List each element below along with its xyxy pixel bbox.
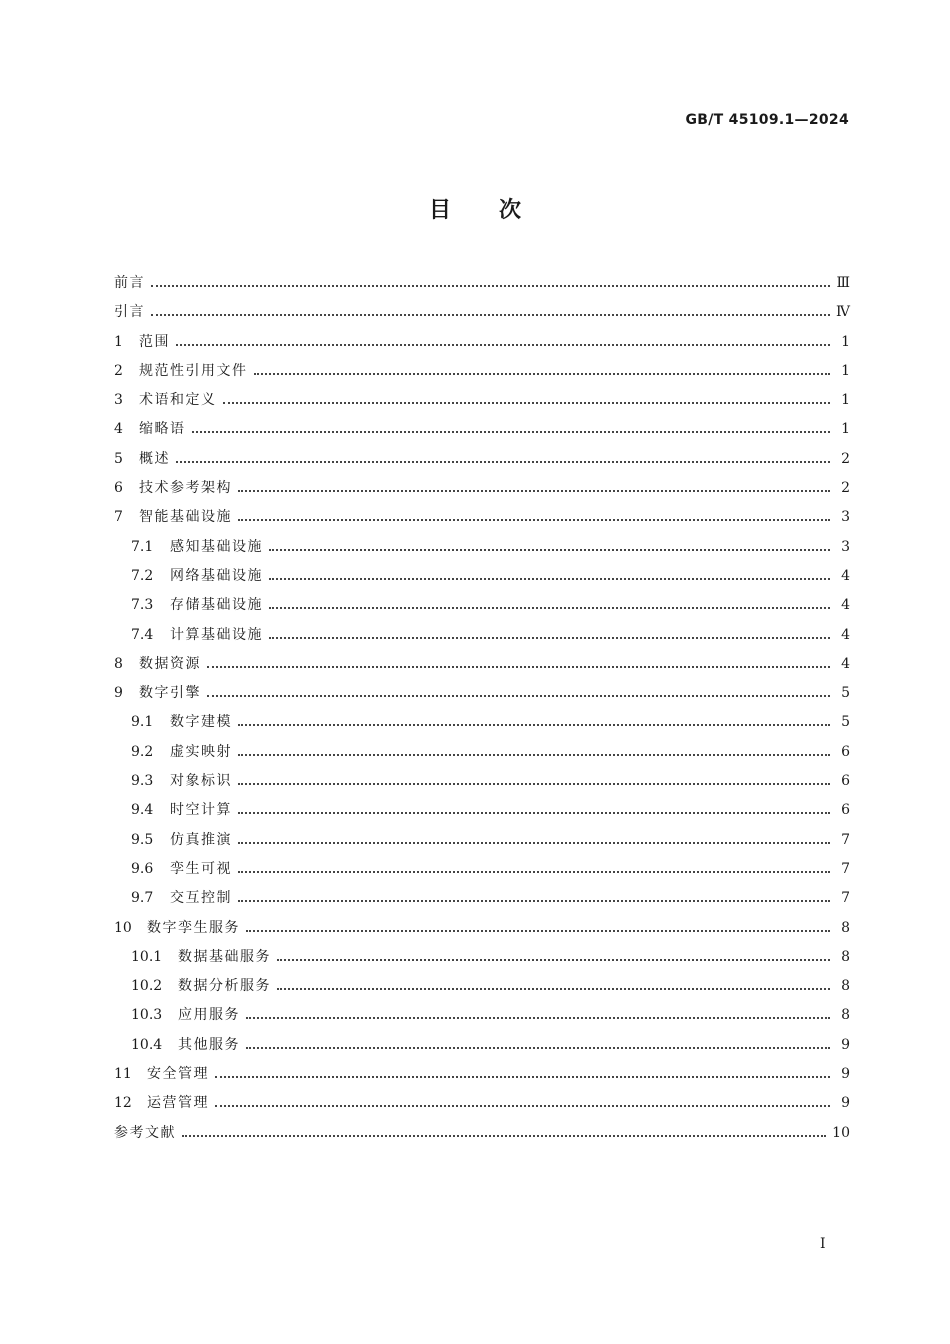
toc-entry-page: Ⅲ bbox=[836, 275, 850, 291]
toc-dot-leader bbox=[238, 855, 830, 884]
toc-entry[interactable] bbox=[114, 943, 850, 972]
toc-entry-label: 技术参考架构 bbox=[139, 480, 232, 497]
toc-entry[interactable] bbox=[114, 357, 850, 386]
toc-entry[interactable] bbox=[114, 826, 850, 855]
toc-entry-number: 9.1 bbox=[131, 714, 154, 731]
toc-entry-label: 仿真推演 bbox=[170, 831, 232, 848]
toc-dot-leader bbox=[238, 738, 830, 767]
toc-entry-label: 时空计算 bbox=[170, 802, 232, 819]
toc-entry-label: 数据资源 bbox=[139, 655, 201, 672]
toc-entry-page: 2 bbox=[841, 450, 850, 467]
toc-entry-number: 9.4 bbox=[131, 802, 154, 819]
toc-entry-page: 2 bbox=[841, 480, 850, 497]
toc-dot-leader bbox=[269, 591, 830, 620]
toc-entry-page: 8 bbox=[841, 919, 850, 936]
toc-dot-leader bbox=[176, 328, 830, 357]
toc-entry-number: 9 bbox=[114, 685, 123, 702]
toc-entry[interactable] bbox=[114, 708, 850, 737]
toc-entry-label: 网络基础设施 bbox=[170, 567, 263, 584]
page-title-char-1: 目 bbox=[428, 198, 451, 223]
footer-page-number: I bbox=[820, 1236, 826, 1252]
toc-entry-label: 参考文献 bbox=[114, 1124, 176, 1141]
toc-entry-label: 前言 bbox=[114, 275, 145, 291]
toc-entry-number: 7.4 bbox=[131, 626, 154, 643]
toc-entry-page: 6 bbox=[841, 773, 850, 790]
toc-entry-number: 7.2 bbox=[131, 567, 154, 584]
toc-entry-label: 安全管理 bbox=[147, 1066, 209, 1083]
toc-entry-number: 2 bbox=[114, 362, 123, 379]
toc-entry-label: 孪生可视 bbox=[170, 860, 232, 877]
toc-entry-page: 9 bbox=[841, 1095, 850, 1112]
toc-entry-page: 9 bbox=[841, 1066, 850, 1083]
toc-dot-leader bbox=[238, 796, 830, 825]
toc-entry-page: 8 bbox=[841, 978, 850, 995]
toc-entry-number: 10.3 bbox=[131, 1007, 163, 1024]
toc-dot-leader bbox=[238, 767, 830, 796]
toc-entry-number: 1 bbox=[114, 333, 123, 350]
toc-dot-leader bbox=[269, 533, 830, 562]
toc-entry-page: 10 bbox=[832, 1124, 850, 1141]
toc-entry[interactable] bbox=[114, 474, 850, 503]
toc-entry-page: 1 bbox=[841, 333, 850, 350]
toc-entry-page: 1 bbox=[841, 421, 850, 438]
toc-entry[interactable] bbox=[114, 1060, 850, 1089]
toc-entry-number: 9.7 bbox=[131, 890, 154, 907]
toc-entry-number: 7.1 bbox=[131, 538, 154, 555]
toc-entry-number: 9.3 bbox=[131, 773, 154, 790]
toc-entry-label: 数据基础服务 bbox=[178, 948, 271, 965]
toc-entry[interactable] bbox=[114, 415, 850, 444]
toc-entry-page: 7 bbox=[841, 890, 850, 907]
toc-entry-number: 3 bbox=[114, 392, 123, 409]
toc-dot-leader bbox=[176, 445, 830, 474]
toc-dot-leader bbox=[223, 386, 831, 415]
toc-entry[interactable] bbox=[114, 1089, 850, 1118]
toc-entry-page: 4 bbox=[841, 567, 850, 584]
toc-entry[interactable] bbox=[114, 855, 850, 884]
toc-entry-label: 计算基础设施 bbox=[170, 626, 263, 643]
toc-entry-label: 范围 bbox=[139, 333, 170, 350]
toc-entry[interactable] bbox=[114, 738, 850, 767]
toc-dot-leader bbox=[151, 298, 830, 327]
toc-entry[interactable] bbox=[114, 533, 850, 562]
toc-dot-leader bbox=[215, 1060, 830, 1089]
toc-entry-number: 9.5 bbox=[131, 831, 154, 848]
toc-entry[interactable] bbox=[114, 1031, 850, 1060]
toc-dot-leader bbox=[215, 1089, 830, 1118]
toc-entry-page: 7 bbox=[841, 831, 850, 848]
toc-entry-page: 6 bbox=[841, 802, 850, 819]
toc-dot-leader bbox=[277, 972, 830, 1001]
toc-entry-number: 10.4 bbox=[131, 1036, 163, 1053]
toc-entry-label: 数字引擎 bbox=[139, 685, 201, 702]
toc-entry-number: 12 bbox=[114, 1095, 132, 1112]
toc-entry-number: 5 bbox=[114, 450, 123, 467]
toc-entry-page: 4 bbox=[841, 655, 850, 672]
toc-entry-number: 8 bbox=[114, 655, 123, 672]
toc-entry-label: 数据分析服务 bbox=[178, 978, 271, 995]
toc-entry[interactable] bbox=[114, 679, 850, 708]
toc-entry-label: 交互控制 bbox=[170, 890, 232, 907]
toc-entry-label: 虚实映射 bbox=[170, 743, 232, 760]
toc-entry-label: 引言 bbox=[114, 304, 145, 321]
toc-entry-page: 6 bbox=[841, 743, 850, 760]
toc-dot-leader bbox=[238, 503, 830, 532]
toc-dot-leader bbox=[238, 884, 830, 913]
toc-entry-label: 概述 bbox=[139, 450, 170, 467]
toc-entry-page: 9 bbox=[841, 1036, 850, 1053]
toc-entry[interactable] bbox=[114, 386, 850, 415]
toc-entry-page: 1 bbox=[841, 362, 850, 379]
toc-entry[interactable] bbox=[114, 445, 850, 474]
toc-entry-number: 7.3 bbox=[131, 597, 154, 614]
toc-entry-number: 7 bbox=[114, 509, 123, 526]
toc-entry-page: 3 bbox=[841, 509, 850, 526]
toc-entry[interactable] bbox=[114, 503, 850, 532]
toc-dot-leader bbox=[238, 474, 830, 503]
toc-entry-page: 5 bbox=[841, 714, 850, 731]
toc-entry[interactable] bbox=[114, 591, 850, 620]
toc-dot-leader bbox=[207, 679, 830, 708]
toc-entry-label: 其他服务 bbox=[178, 1036, 240, 1053]
toc-entry-page: 4 bbox=[841, 626, 850, 643]
toc-entry-label: 智能基础设施 bbox=[139, 509, 232, 526]
toc-entry[interactable] bbox=[114, 914, 850, 943]
toc-entry-label: 缩略语 bbox=[139, 421, 186, 438]
toc-entry-page: 5 bbox=[841, 685, 850, 702]
toc-entry[interactable] bbox=[114, 621, 850, 650]
toc-entry[interactable] bbox=[114, 972, 850, 1001]
toc-entry-label: 感知基础设施 bbox=[170, 538, 263, 555]
toc-entry-page: Ⅳ bbox=[836, 304, 850, 321]
toc-entry[interactable] bbox=[114, 650, 850, 679]
toc-entry-number: 10 bbox=[114, 919, 132, 936]
toc-entry-number: 11 bbox=[114, 1066, 132, 1083]
toc-entry-page: 7 bbox=[841, 860, 850, 877]
toc-entry-page: 1 bbox=[841, 392, 850, 409]
toc-entry[interactable] bbox=[114, 269, 850, 298]
toc-entry-label: 数字孪生服务 bbox=[147, 919, 240, 936]
toc-entry[interactable] bbox=[114, 1119, 850, 1148]
toc-dot-leader bbox=[246, 1031, 830, 1060]
toc-entry-page: 4 bbox=[841, 597, 850, 614]
toc-entry-label: 运营管理 bbox=[147, 1095, 209, 1112]
toc-entry-page: 8 bbox=[841, 948, 850, 965]
toc-entry-number: 9.6 bbox=[131, 860, 154, 877]
toc-entry[interactable] bbox=[114, 1001, 850, 1030]
toc-dot-leader bbox=[182, 1119, 826, 1148]
toc-entry-label: 对象标识 bbox=[170, 773, 232, 790]
toc-entry[interactable] bbox=[114, 796, 850, 825]
table-of-contents bbox=[114, 269, 850, 1148]
toc-entry-page: 3 bbox=[841, 538, 850, 555]
toc-entry[interactable] bbox=[114, 328, 850, 357]
toc-dot-leader bbox=[192, 415, 831, 444]
toc-dot-leader bbox=[246, 1001, 830, 1030]
toc-entry-label: 应用服务 bbox=[178, 1007, 240, 1024]
toc-dot-leader bbox=[269, 562, 830, 591]
toc-entry-number: 10.2 bbox=[131, 978, 163, 995]
toc-dot-leader bbox=[277, 943, 830, 972]
toc-entry[interactable] bbox=[114, 298, 850, 327]
toc-entry-label: 数字建模 bbox=[170, 714, 232, 731]
toc-entry[interactable] bbox=[114, 884, 850, 913]
toc-dot-leader bbox=[238, 708, 830, 737]
toc-entry-page: 8 bbox=[841, 1007, 850, 1024]
page-title bbox=[0, 193, 950, 224]
toc-entry-number: 9.2 bbox=[131, 743, 154, 760]
toc-entry[interactable] bbox=[114, 562, 850, 591]
toc-entry-label: 存储基础设施 bbox=[170, 597, 263, 614]
toc-entry-label: 术语和定义 bbox=[139, 392, 217, 409]
toc-entry-label: 规范性引用文件 bbox=[139, 362, 248, 379]
toc-dot-leader bbox=[151, 269, 830, 298]
toc-entry-number: 10.1 bbox=[131, 948, 163, 965]
toc-dot-leader bbox=[207, 650, 830, 679]
toc-dot-leader bbox=[238, 826, 830, 855]
toc-entry-number: 6 bbox=[114, 480, 123, 497]
toc-entry-number: 4 bbox=[114, 421, 123, 438]
toc-dot-leader bbox=[246, 914, 830, 943]
standard-code: GB/T 45109.1—2024 bbox=[685, 112, 849, 128]
toc-dot-leader bbox=[269, 621, 830, 650]
toc-entry[interactable] bbox=[114, 767, 850, 796]
page-title-char-2: 次 bbox=[499, 198, 522, 223]
toc-dot-leader bbox=[254, 357, 831, 386]
